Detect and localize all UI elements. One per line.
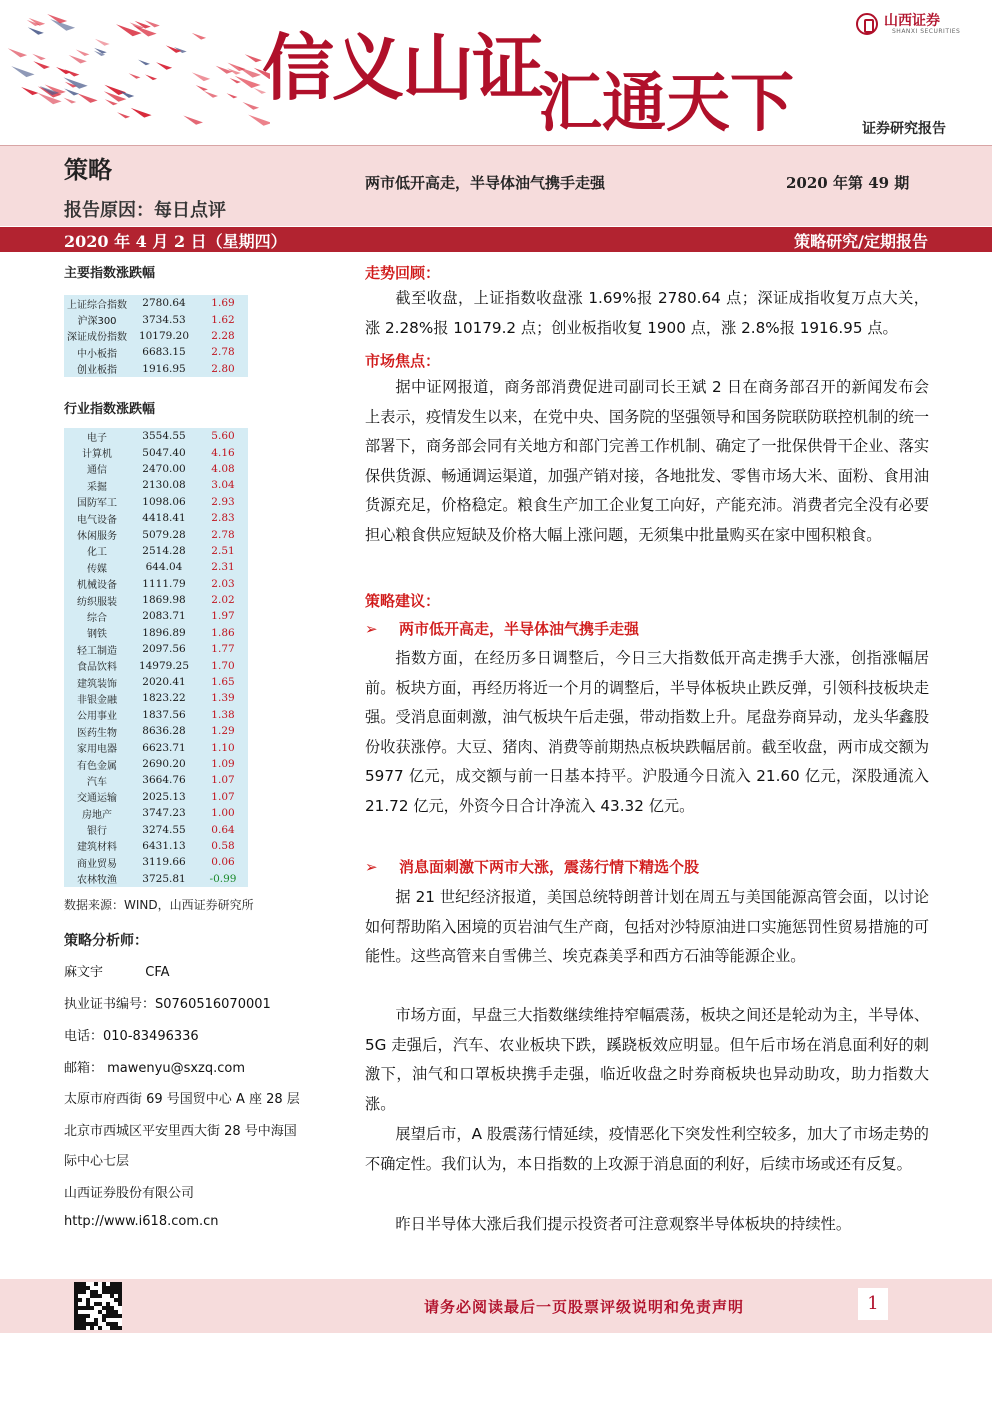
table-row (64, 854, 248, 870)
table-row (64, 772, 248, 788)
bullet-text-2: 消息面刺激下两市大涨，震荡行情下精选个股 (399, 858, 700, 876)
cell-value: 644.04 (145, 561, 183, 574)
phone: 电话：010-83496336 (64, 1029, 199, 1044)
cell-name: 轻工制造 (77, 645, 117, 657)
cell-change: 3.04 (211, 479, 235, 492)
report-reason: 报告原因：每日点评 (64, 200, 226, 221)
logo-mark-icon (856, 13, 878, 35)
page-number: 1 (858, 1288, 888, 1320)
cell-value: 6623.71 (142, 741, 186, 754)
cell-name: 综合 (87, 612, 107, 624)
cell-name: 非银金融 (77, 694, 117, 706)
table-row (64, 707, 248, 723)
paragraph-trend: 截至收盘，上证指数收盘涨 1.69%报 2780.64 点；深证成指收复万点大关，涨 2.28%报 10179.2 点；创业板指收复 1900 点，涨 2.8%报 1916.95 点。 (365, 289, 929, 337)
cell-change: 1.29 (211, 725, 235, 738)
cell-name: 机械设备 (77, 580, 117, 592)
analyst-title: 策略分析师： (64, 933, 148, 949)
cell-name: 房地产 (82, 809, 112, 821)
table-row (64, 805, 248, 821)
cell-name: 电气设备 (77, 514, 117, 526)
cell-value: 3725.81 (142, 872, 186, 885)
website-link[interactable]: http://www.i618.com.cn (64, 1214, 219, 1229)
cell-value: 1837.56 (142, 708, 186, 721)
cell-name: 通信 (87, 465, 107, 477)
cell-name: 计算机 (82, 449, 112, 461)
logo-cn-text: 山西证券 (884, 13, 940, 29)
arrows-decoration-icon (0, 0, 270, 145)
table-row (64, 444, 248, 460)
table-row (64, 674, 248, 690)
cell-value: 2690.20 (142, 758, 186, 770)
paragraph-focus: 据中证网报道，商务部消费促进司副司长王斌 2 日在商务部召开的新闻发布会上表示，疫情发生以来，在党中央、国务院的坚强领导和国务院联防联控机制的统一部署下，商务部会同有关地方和部门完善工作机制、确定了一批保供骨干企业、落实保供货源、畅通调运渠道，加强产销对接，各地批发、零售市场大米、面粉、食用油货源充足，价格稳定。粮食生产加工企业复工向好，产能充沛。消费者完全没有必要担心粮食供应短缺及价格大幅上涨问题，无须集中批量购买在家中囤积粮食。 (365, 378, 929, 544)
cell-change: 1.38 (211, 708, 235, 721)
table-row (64, 477, 248, 493)
table-row (64, 657, 248, 673)
address-beijing-1: 北京市西城区平安里西大街 28 号中海国 (64, 1124, 297, 1139)
table-row (64, 821, 248, 837)
cell-change: 1.86 (211, 626, 235, 639)
table-row (64, 428, 248, 444)
cell-name: 中小板指 (77, 348, 117, 360)
cell-name: 建筑装饰 (77, 678, 117, 690)
analyst-name-line (64, 961, 170, 980)
cell-name: 采掘 (87, 481, 107, 493)
cell-value: 1916.95 (142, 362, 186, 375)
cell-value: 1896.89 (142, 626, 186, 639)
table-row (64, 739, 248, 755)
cell-name: 深证成份指数 (67, 332, 127, 344)
cell-name: 创业板指 (77, 365, 117, 377)
company-logo (856, 10, 976, 40)
cell-name: 医药生物 (77, 727, 117, 739)
cell-value: 3274.55 (142, 823, 186, 836)
analyst-cert: CFA (145, 965, 170, 980)
cell-change: 0.06 (211, 856, 235, 869)
qr-code-icon[interactable] (74, 1282, 122, 1330)
report-type: 证券研究报告 (862, 121, 946, 137)
cell-name: 化工 (87, 547, 107, 559)
cell-value: 2097.56 (142, 643, 186, 656)
cell-change: 2.78 (211, 346, 235, 359)
cell-value: 1098.06 (142, 495, 186, 508)
cell-change: 1.00 (211, 807, 235, 820)
cell-change: 1.62 (211, 313, 235, 326)
cell-name: 食品饮料 (77, 662, 117, 674)
cell-change: 1.39 (211, 692, 235, 705)
cell-value: 2083.71 (142, 610, 186, 623)
bullet-text-1: 两市低开高走，半导体油气携手走强 (399, 620, 640, 638)
index-table-title: 主要指数涨跌幅 (64, 266, 156, 281)
table-row (64, 461, 248, 477)
cell-value: 2020.41 (142, 676, 186, 689)
cell-name: 银行 (87, 826, 107, 838)
cell-name: 传媒 (87, 563, 107, 575)
cell-change: 2.02 (211, 594, 235, 607)
cell-value: 4418.41 (142, 512, 186, 525)
table-row (64, 838, 248, 854)
cell-value: 3747.23 (142, 807, 186, 820)
cell-value: 2025.13 (142, 790, 186, 803)
section-trend-review: 走势回顾： (365, 264, 441, 282)
table-row (64, 510, 248, 526)
table-row (64, 328, 248, 344)
cell-change: 2.78 (211, 528, 235, 541)
license-number: 执业证书编号：S0760516070001 (64, 997, 271, 1012)
table-row (64, 592, 248, 608)
cell-change: 1.77 (211, 643, 235, 656)
section-market-focus: 市场焦点： (365, 352, 441, 370)
industry-table (64, 428, 248, 887)
cell-change: 5.60 (211, 430, 235, 443)
cell-value: 1111.79 (142, 577, 186, 590)
table-row (64, 871, 248, 887)
cell-name: 国防军工 (77, 498, 117, 510)
table-row (64, 526, 248, 542)
table-row (64, 756, 248, 772)
report-category: 策略研究/定期报告 (794, 232, 928, 251)
cell-value: 3119.66 (142, 856, 186, 869)
cell-value: 8636.28 (142, 725, 186, 738)
cell-name: 休闲服务 (77, 531, 117, 543)
cell-value: 3664.76 (142, 774, 186, 787)
cell-value: 3554.55 (142, 430, 186, 443)
analyst-name: 麻文宇 (64, 965, 104, 980)
report-headline: 两市低开高走，半导体油气携手走强 (365, 174, 606, 192)
slogan-part2: 汇通天下 (538, 66, 794, 141)
slogan-part1: 信义山证 (262, 25, 543, 110)
paragraph-reminder: 昨日半导体大涨后我们提示投资者可注意观察半导体板块的持续性。 (395, 1215, 852, 1233)
paragraph-market: 市场方面，早盘三大指数继续维持窄幅震荡，板块之间还是轮动为主，半导体、5G 走强后，汽车、农业板块下跌，蹊跷板效应明显。但午后市场在消息面利好的刺激下，油气和口罩板块携手走强，临近收盘之时券商板块也异动助攻，助力指数大涨。 (365, 1006, 929, 1113)
cell-change: 2.51 (211, 544, 235, 557)
cell-value: 1823.22 (142, 692, 186, 705)
cell-change: 1.65 (211, 676, 235, 689)
report-date: 2020 年 4 月 2 日（星期四） (64, 232, 287, 251)
cell-value: 14979.25 (138, 659, 190, 672)
cell-value: 2130.08 (142, 479, 186, 492)
cell-change: 2.28 (211, 329, 235, 342)
cell-value: 2470.00 (142, 462, 186, 475)
issue-number: 2020 年第 49 期 (786, 174, 910, 192)
cell-name: 家用电器 (77, 744, 117, 756)
cell-change: 4.16 (211, 446, 235, 459)
table-row (64, 690, 248, 706)
cell-change: -0.99 (209, 872, 237, 885)
table-row (64, 576, 248, 592)
cell-name: 公用事业 (77, 711, 117, 723)
address-beijing-2: 际中心七层 (64, 1154, 130, 1169)
table-row (64, 559, 248, 575)
table-row (64, 361, 248, 377)
header-banner (0, 0, 992, 145)
table-row (64, 625, 248, 641)
cell-value: 10179.20 (138, 329, 190, 342)
table-row (64, 789, 248, 805)
cell-value: 1869.98 (142, 594, 186, 607)
cell-name: 电子 (87, 432, 107, 444)
cell-value: 2780.64 (142, 297, 186, 310)
cell-name: 建筑材料 (77, 842, 117, 854)
cell-value: 5079.28 (142, 528, 186, 541)
cell-name: 有色金属 (77, 760, 117, 772)
industry-table-title: 行业指数涨跌幅 (64, 402, 156, 417)
cell-change: 2.93 (211, 495, 235, 508)
section-label: 策略 (64, 156, 112, 184)
cell-change: 1.69 (211, 297, 235, 310)
cell-value: 2514.28 (142, 544, 186, 557)
cell-change: 2.03 (211, 577, 235, 590)
table-row (64, 311, 248, 327)
bullet-heading-2 (365, 856, 699, 877)
cell-change: 1.07 (211, 774, 235, 787)
cell-change: 1.07 (211, 790, 235, 803)
cell-name: 商业贸易 (77, 858, 117, 870)
cell-name: 汽车 (87, 776, 107, 788)
bullet-heading-1 (365, 618, 639, 639)
bullet-arrow-icon: ➢ (365, 858, 378, 876)
table-row (64, 723, 248, 739)
disclaimer-text[interactable]: 请务必阅读最后一页股票评级说明和免责声明 (424, 1298, 745, 1316)
section-strategy: 策略建议： (365, 592, 441, 610)
cell-change: 2.31 (211, 561, 235, 574)
cell-name: 交通运输 (77, 793, 117, 805)
email[interactable]: 邮箱： mawenyu@sxzq.com (64, 1061, 246, 1076)
cell-change: 1.09 (211, 758, 235, 770)
address-taiyuan: 太原市府西街 69 号国贸中心 A 座 28 层 (64, 1092, 300, 1107)
cell-name: 纺织服装 (77, 596, 117, 608)
paragraph-index: 指数方面，在经历多日调整后，今日三大指数低开高走携手大涨，创指涨幅居前。板块方面，再经历将近一个月的调整后，半导体板块止跌反弹，引领科技板块走强。受消息面刺激，油气板块午后走强，带动指数上升。尾盘券商异动，龙头华鑫股份收获涨停。大豆、猪肉、消费等前期热点板块跌幅居前。截至收盘，两市成交额为 5977 亿元，成交额与前一日基本持平。沪股通今日流入 21.60 亿元，深股通流入 21.72 亿元，外资今日合计净流入 43.32 亿元。 (365, 649, 929, 815)
bullet-arrow-icon: ➢ (365, 620, 378, 638)
cell-value: 3734.53 (142, 313, 186, 326)
cell-change: 2.80 (211, 362, 235, 375)
logo-en-text: SHANXI SECURITIES (892, 28, 961, 35)
table-row (64, 543, 248, 559)
table-row (64, 494, 248, 510)
cell-change: 4.08 (211, 462, 235, 475)
paragraph-outlook: 展望后市，A 股震荡行情延续，疫情恶化下突发性利空较多，加大了市场走势的不确定性。我们认为，本日指数的上攻源于消息面的利好，后续市场或还有反复。 (365, 1125, 929, 1173)
cell-change: 2.83 (211, 512, 235, 525)
company-name: 山西证券股份有限公司 (64, 1186, 195, 1201)
cell-name: 沪深300 (77, 316, 117, 328)
cell-value: 5047.40 (142, 446, 186, 459)
table-row (64, 641, 248, 657)
cell-name: 钢铁 (87, 629, 107, 641)
paragraph-news: 据 21 世纪经济报道，美国总统特朗普计划在周五与美国能源高管会面，以讨论如何帮助陷入困境的页岩油气生产商，包括对沙特原油进口实施惩罚性贸易措施的可能性。这些高管来自雪佛兰、埃克森美孚和西方石油等能源企业。 (365, 888, 929, 965)
cell-name: 农林牧渔 (77, 875, 117, 887)
cell-change: 1.10 (211, 741, 235, 754)
data-source: 数据来源：WIND，山西证券研究所 (64, 898, 254, 912)
table-row (64, 608, 248, 624)
cell-name: 上证综合指数 (67, 299, 127, 311)
cell-change: 1.97 (211, 610, 235, 623)
cell-change: 0.64 (211, 823, 235, 836)
cell-value: 6683.15 (142, 346, 186, 359)
index-table (64, 295, 248, 377)
table-row (64, 344, 248, 360)
cell-change: 1.70 (211, 659, 235, 672)
cell-change: 0.58 (211, 839, 235, 852)
table-row (64, 295, 248, 311)
cell-value: 6431.13 (142, 839, 186, 852)
